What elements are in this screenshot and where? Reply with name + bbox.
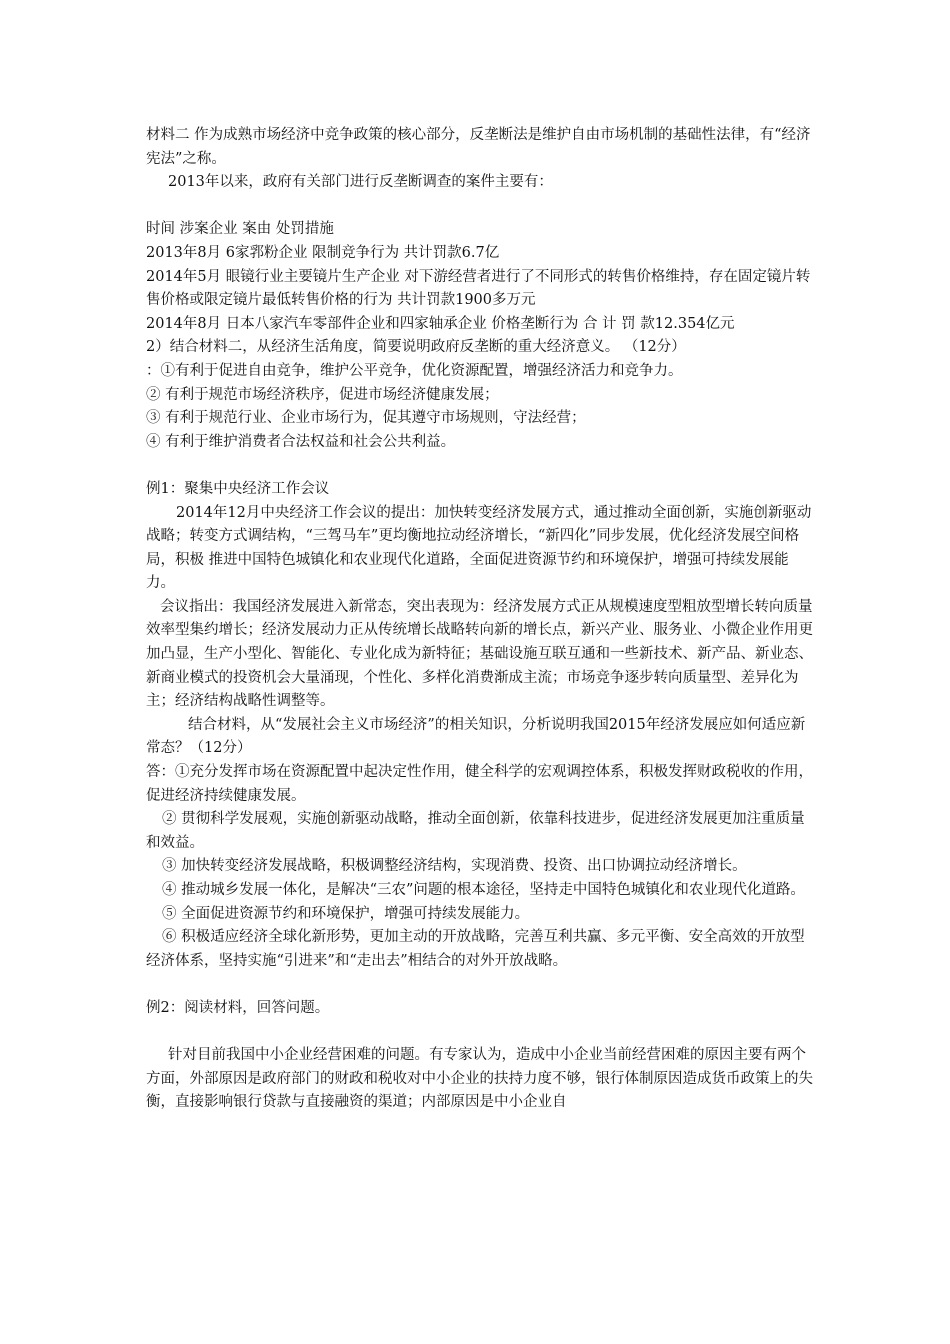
- spacer: [146, 1021, 816, 1045]
- example1-answer-4: ④ 推动城乡发展一体化，是解决“三农”问题的根本途径，坚持走中国特色城镇化和农业现代化道路。: [162, 882, 805, 898]
- example1-question: 结合材料，从“发展社会主义市场经济”的相关知识，分析说明我国2015年经济发展应如何适应新常态？（12分）: [146, 716, 806, 757]
- spacer: [146, 195, 816, 219]
- case-row-2: 2014年5月 眼镜行业主要镜片生产企业 对下游经营者进行了不同形式的转售价格维持，存在固定镜片转售价格或限定镜片最低转售价格的行为 共计罚款1900多万元: [146, 268, 811, 309]
- example1-answer-6: ⑥ 积极适应经济全球化新形势，更加主动的开放战略，完善互利共赢、多元平衡、安全高效的开放型经济体系，坚持实施“引进来”和“走出去”相结合的对外开放战略。: [146, 929, 805, 969]
- document-body: [146, 124, 816, 1115]
- example2-paragraph-1: 针对目前我国中小企业经营困难的问题。有专家认为，造成中小企业当前经营困难的原因主要有两个方面，外部原因是政府部门的财政和税收对中小企业的扶持力度不够，银行体制原因造成货币政策上的失衡，直接影响银行贷款与直接融资的渠道；内部原因是中小企业自: [146, 1047, 813, 1111]
- spacer: [146, 454, 816, 478]
- example1-answer-intro: 答：①充分发挥市场在资源配置中起决定性作用，健全科学的宏观调控体系，积极发挥财政税收的作用，促进经济持续健康发展。: [146, 764, 813, 804]
- example1-paragraph-2: 会议指出：我国经济发展进入新常态，突出表现为：经济发展方式正从规模速度型粗放型增长转向质量效率型集约增长；经济发展动力正从传统增长战略转向新的增长点，新兴产业、服务业、小微企业作用更加凸显，生产小型化、智能化、专业化成为新特征；基础设施互联互通和一些新技术、新产品、新业态、新商业模式的投资机会大量涌现，个性化、多样化消费渐成主流；市场竞争逐步转向质量型、差异化为主；经济结构战略性调整等。: [146, 598, 813, 710]
- example1-answer-5: ⑤ 全面促进资源节约和环境保护，增强可持续发展能力。: [162, 905, 530, 922]
- material2-answer-3: ③ 有利于规范行业、企业市场行为，促其遵守市场规则，守法经营；: [146, 410, 586, 427]
- material2-answer-1: ：①有利于促进自由竞争，维护公平竞争，优化资源配置，增强经济活力和竞争力。: [146, 362, 683, 379]
- material2-since: 2013年以来，政府有关部门进行反垄断调查的案件主要有：: [168, 174, 553, 191]
- case-table-header: 时间 涉案企业 案由 处罚措施: [146, 221, 334, 238]
- example2-title: 例2：阅读材料，回答问题。: [146, 999, 330, 1016]
- spacer: [146, 973, 816, 997]
- example1-paragraph-1: 2014年12月中央经济工作会议的提出：加快转变经济发展方式，通过推动全面创新，实施创新驱动战略；转变方式调结构，“三驾马车”更均衡地拉动经济增长，“新四化”同步发展，优化经济发展空间格局，积极 推进中国特色城镇化和农业现代化道路，全面促进资源节约和环境保护，增强可持续发展能力。: [146, 504, 812, 592]
- material2-intro: 材料二 作为成熟市场经济中竞争政策的核心部分，反垄断法是维护自由市场机制的基础性法律，有“经济宪法”之称。: [146, 127, 811, 167]
- example1-answer-3: ③ 加快转变经济发展战略，积极调整经济结构，实现消费、投资、出口协调拉动经济增长。: [162, 858, 747, 875]
- material2-answer-2: ② 有利于规范市场经济秩序，促进市场经济健康发展；: [146, 386, 499, 403]
- material2-question: 2）结合材料二，从经济生活角度，简要说明政府反垄断的重大经济意义。 （12分）: [146, 339, 686, 356]
- example1-title: 例1：聚集中央经济工作会议: [146, 480, 330, 497]
- example1-answer-2: ② 贯彻科学发展观，实施创新驱动战略，推动全面创新，依靠科技进步，促进经济发展更加注重质量和效益。: [146, 811, 805, 851]
- material2-answer-4: ④ 有利于维护消费者合法权益和社会公共利益。: [146, 433, 456, 450]
- case-row-1: 2013年8月 6家郛粉企业 限制竞争行为 共计罚款6.7亿: [146, 244, 500, 261]
- case-row-3: 2014年8月 日本八家汽车零部件企业和四家轴承企业 价格垄断行为 合 计 罚 款12.354亿元: [146, 315, 735, 332]
